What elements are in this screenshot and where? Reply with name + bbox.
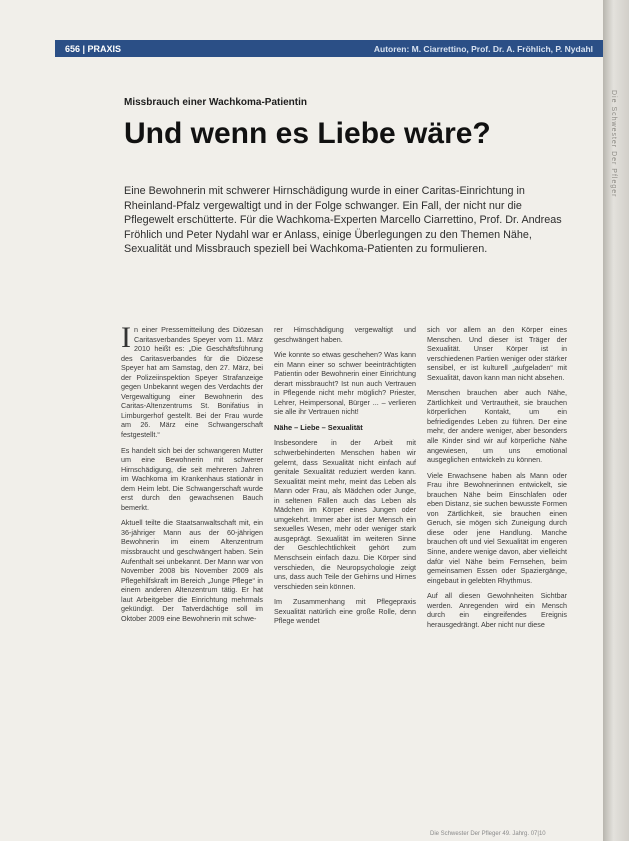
text-column-2 <box>274 325 416 815</box>
paragraph: Menschen brauchen aber auch Nähe, Zärtlichkeit und Vertrautheit, sie brauchen körperlichen Kontakt, um ein befriedigendes Leben zu führen. Der eine mehr, der andere weniger, aber besonders alle Kinder sind wir auf körperliche Nähe angewiesen, um uns emotional ausgeglichen entwickeln zu können. <box>427 388 567 465</box>
text-column-3 <box>427 325 567 815</box>
spine-text: Die Schwester Der Pfleger <box>610 90 617 198</box>
drop-cap: I <box>121 325 131 354</box>
paragraph: Viele Erwachsene haben als Mann oder Frau ihre Bewohnerinnen entwickelt, sie brauchen Nähe beim Einschlafen oder eben Distanz, sie suchen bewusste Formen von Zärtlichkeit, sie brauchen einen Geruch, sie mögen sich Zuneigung durch diese oder jene Handlung. Manche brauchen oft und viel Sexualität im engeren Sinne, andere wenige davon, aber vielleicht dafür viel Nähe beim Fernsehen, beim gemeinsamen Essen oder Spaziergänge, eingebaut in gelebten Rhythmus. <box>427 470 567 585</box>
paragraph: In einer Pressemitteilung des Diözesan Caritasverbandes Speyer vom 11. März 2010 heißt es: „Die Geschäftsführung des Caritasverbandes für die Diözese Speyer hat am Samstag, den 27. März, bei der Polizeiinspektion Speyer Strafanzeige gegen Unbekannt wegen des Verdachts der Vergewaltigung einer Bewohnerin des Caritas-Altenzentrums St. Bonifatius in Limburgerhof gestellt. Bei der Frau wurde am 26. März eine Schwangerschaft festgestellt.“ <box>121 325 263 440</box>
article-lead: Eine Bewohnerin mit schwerer Hirnschädigung wurde in einer Caritas-Einrichtung in Rheinland-Pfalz vergewaltigt und in der Folge schwanger. Ein Fall, der nicht nur die Pflegewelt erschütterte. Für die Wachkoma-Experten Marcello Ciarrettino, Prof. Dr. Andreas Fröhlich und Peter Nydahl war er Anlass, einige Überlegungen zu den Themen Nähe, Sexualität und Missbrauch speziell bei Wachkoma-Patienten zu formulieren. <box>124 185 562 256</box>
paragraph: Es handelt sich bei der schwangeren Mutter um eine Bewohnerin mit schwerer Hirnschädigung, die seit mehreren Jahren im Wachkoma im Krankenhaus stationär in dem Heim lebt. Die Schwangerschaft wurde erst durch den gewachsenen Bauch bemerkt. <box>121 445 263 512</box>
paragraph: Wie konnte so etwas geschehen? Was kann ein Mann einer so schwer beeinträchtigten Patientin oder Bewohnerin einer Einrichtung derart missbraucht? Ist nun auch Vertrauen in Pflegende nicht mehr möglich? Priester, Lehrer, Heimpersonal, Bürger ... – verlieren sie alle ihr Vertrauen nicht! <box>274 350 416 417</box>
paragraph: Insbesondere in der Arbeit mit schwerbehinderten Menschen haben wir gelernt, dass Sexualität nicht einfach auf genitale Sexualität reduziert werden kann. Sexualität meint mehr, meint das Leben als Mann oder Frau, als Mädchen oder Junge, in seltenen Fällen auch das Leben als Mädchen im Körper eines Jungen oder umgekehrt. Immer aber ist der Mensch ein sexuelles Wesen, mehr oder weniger stark ausgeprägt. Sexualität im weiteren Sinne der Geschlechtlichkeit gehört zum Menschsein einfach dazu. Die Körper sind verschieden, die Neuropsychologie zeigt uns, dass auch Teile der Gehirns und Hirnes verschieden sein können. <box>274 438 416 591</box>
author-line: Autoren: M. Ciarrettino, Prof. Dr. A. Fröhlich, P. Nydahl <box>373 43 593 54</box>
section-header-bar <box>55 40 603 57</box>
subheading: Nähe – Liebe – Sexualität <box>274 422 363 432</box>
paragraph: sich vor allem an den Körper eines Menschen. Und dieser ist Träger der Sexualität. Unser Körper ist in verschiedenen Partien weniger oder stärker sensibel, er ist kulturell „aufgeladen“ mit Sexualität, davon kann man nicht absehen. <box>427 325 567 382</box>
article-kicker: Missbrauch einer Wachkoma-Patientin <box>124 97 308 108</box>
paragraph: Aktuell teilte die Staatsanwaltschaft mit, ein 36-jähriger Mann aus der 60-jährigen Bewohnerin im einem Altenzentrum missbraucht und geschwängert haben. Sein Aufenthalt sei unbekannt. Der Mann war von November 2008 bis November 2009 als Pflegehilfskraft im Bereich „Junge Pflege“ in einem anderen Altenzentrum tätig. Er hat laut Arbeitgeber die Einrichtung mehrmals gekündigt. Der Tatverdächtige soll im Oktober 2009 eine Bewohnerin mit schwe- <box>121 518 263 623</box>
text-column-1 <box>121 325 263 815</box>
paragraph: Auf all diesen Gewohnheiten Sichtbar werden. Anregenden wird ein Mensch durch ein eingreifendes Ereignis herausgedrängt. Aber nicht nur diese <box>427 591 567 629</box>
article-title: Und wenn es Liebe wäre? <box>124 117 491 150</box>
paragraph: Im Zusammenhang mit Pflegepraxis Sexualität natürlich eine große Rolle, denn Pflege wendet <box>274 597 416 626</box>
paragraph: rer Hirnschädigung vergewaltigt und geschwängert haben. <box>274 325 416 344</box>
section-label: 656 | PRAXIS <box>65 43 122 54</box>
page-footer: Die Schwester Der Pfleger 49. Jahrg. 07|10 <box>430 831 546 837</box>
